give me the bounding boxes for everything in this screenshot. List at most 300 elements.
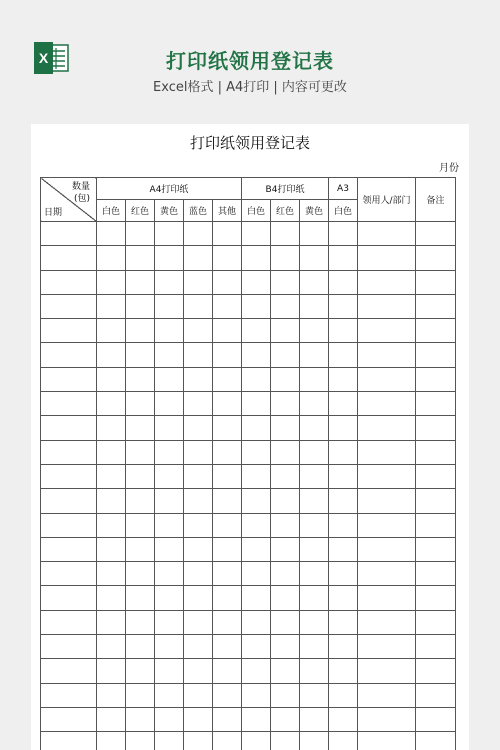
table-cell[interactable] <box>41 659 97 683</box>
table-cell[interactable] <box>416 562 456 586</box>
table-cell[interactable] <box>300 464 329 488</box>
table-cell[interactable] <box>242 464 271 488</box>
table-cell[interactable] <box>329 610 358 634</box>
table-cell[interactable] <box>271 707 300 731</box>
table-cell[interactable] <box>242 537 271 561</box>
table-cell[interactable] <box>300 683 329 707</box>
table-cell[interactable] <box>300 440 329 464</box>
document-title: 打印纸领用登记表 <box>189 134 310 152</box>
table-cell[interactable] <box>358 562 416 586</box>
table-cell[interactable] <box>97 732 126 750</box>
table-cell[interactable] <box>126 586 155 610</box>
subheader-a4-red: 红色 <box>126 200 155 222</box>
table-cell[interactable] <box>271 489 300 513</box>
table-cell[interactable] <box>41 270 97 294</box>
table-cell[interactable] <box>97 222 126 246</box>
table-cell[interactable] <box>184 537 213 561</box>
table-cell[interactable] <box>155 659 184 683</box>
subheader-b4-yellow: 黄色 <box>300 200 329 222</box>
table-cell[interactable] <box>242 513 271 537</box>
diagonal-header-cell <box>41 178 97 222</box>
table-cell[interactable] <box>416 464 456 488</box>
promo-header <box>0 0 500 120</box>
table-cell[interactable] <box>329 343 358 367</box>
table-cell[interactable] <box>155 392 184 416</box>
table-cell[interactable] <box>184 440 213 464</box>
table-cell[interactable] <box>416 537 456 561</box>
table-cell[interactable] <box>242 610 271 634</box>
table-cell[interactable] <box>126 440 155 464</box>
table-cell[interactable] <box>97 319 126 343</box>
table-cell[interactable] <box>416 416 456 440</box>
table-cell[interactable] <box>97 343 126 367</box>
table-cell[interactable] <box>97 464 126 488</box>
table-cell[interactable] <box>41 246 97 270</box>
subheader-b4-white: 白色 <box>242 200 271 222</box>
table-cell[interactable] <box>155 635 184 659</box>
table-cell[interactable] <box>271 270 300 294</box>
table-cell[interactable] <box>97 440 126 464</box>
table-cell[interactable] <box>329 416 358 440</box>
table-cell[interactable] <box>300 270 329 294</box>
table-cell[interactable] <box>184 489 213 513</box>
table-cell[interactable] <box>358 222 416 246</box>
table-cell[interactable] <box>329 635 358 659</box>
table-cell[interactable] <box>358 464 416 488</box>
table-cell[interactable] <box>97 635 126 659</box>
table-cell[interactable] <box>329 707 358 731</box>
table-cell[interactable] <box>184 367 213 391</box>
table-cell[interactable] <box>300 489 329 513</box>
table-cell[interactable] <box>300 343 329 367</box>
table-cell[interactable] <box>271 659 300 683</box>
table-cell[interactable] <box>97 294 126 318</box>
table-cell[interactable] <box>242 659 271 683</box>
table-cell[interactable] <box>184 222 213 246</box>
table-cell[interactable] <box>41 222 97 246</box>
table-cell[interactable] <box>126 343 155 367</box>
table-cell[interactable] <box>358 246 416 270</box>
table-cell[interactable] <box>97 392 126 416</box>
table-cell[interactable] <box>97 659 126 683</box>
register-table <box>40 177 456 750</box>
table-cell[interactable] <box>416 513 456 537</box>
table-row <box>41 222 456 246</box>
table-cell[interactable] <box>184 586 213 610</box>
table-cell[interactable] <box>126 416 155 440</box>
table-cell[interactable] <box>213 367 242 391</box>
table-cell[interactable] <box>97 610 126 634</box>
table-cell[interactable] <box>416 343 456 367</box>
table-cell[interactable] <box>358 707 416 731</box>
table-cell[interactable] <box>126 707 155 731</box>
table-cell[interactable] <box>271 537 300 561</box>
table-cell[interactable] <box>329 537 358 561</box>
table-cell[interactable] <box>358 489 416 513</box>
table-cell[interactable] <box>184 513 213 537</box>
table-cell[interactable] <box>358 440 416 464</box>
table-cell[interactable] <box>97 513 126 537</box>
table-cell[interactable] <box>416 319 456 343</box>
table-cell[interactable] <box>271 562 300 586</box>
header-remark: 备注 <box>416 178 456 222</box>
table-cell[interactable] <box>184 246 213 270</box>
table-cell[interactable] <box>155 586 184 610</box>
table-cell[interactable] <box>41 683 97 707</box>
table-cell[interactable] <box>184 610 213 634</box>
table-cell[interactable] <box>41 586 97 610</box>
table-cell[interactable] <box>329 464 358 488</box>
table-cell[interactable] <box>300 586 329 610</box>
table-cell[interactable] <box>97 270 126 294</box>
table-cell[interactable] <box>155 537 184 561</box>
table-cell[interactable] <box>416 683 456 707</box>
table-cell[interactable] <box>97 246 126 270</box>
table-cell[interactable] <box>242 294 271 318</box>
table-cell[interactable] <box>358 343 416 367</box>
table-cell[interactable] <box>242 270 271 294</box>
table-cell[interactable] <box>242 319 271 343</box>
table-cell[interactable] <box>213 246 242 270</box>
subheader-a4-yellow: 黄色 <box>155 200 184 222</box>
table-cell[interactable] <box>41 294 97 318</box>
table-cell[interactable] <box>126 222 155 246</box>
table-cell[interactable] <box>126 610 155 634</box>
table-cell[interactable] <box>300 562 329 586</box>
table-cell[interactable] <box>416 635 456 659</box>
table-cell[interactable] <box>97 683 126 707</box>
table-cell[interactable] <box>184 562 213 586</box>
table-cell[interactable] <box>329 732 358 750</box>
table-cell[interactable] <box>358 537 416 561</box>
table-cell[interactable] <box>126 464 155 488</box>
table-cell[interactable] <box>155 343 184 367</box>
table-cell[interactable] <box>242 246 271 270</box>
table-cell[interactable] <box>155 562 184 586</box>
table-cell[interactable] <box>155 416 184 440</box>
table-cell[interactable] <box>126 367 155 391</box>
table-cell[interactable] <box>242 562 271 586</box>
table-cell[interactable] <box>329 367 358 391</box>
table-cell[interactable] <box>41 392 97 416</box>
table-cell[interactable] <box>213 610 242 634</box>
table-cell[interactable] <box>242 683 271 707</box>
header-recipient: 领用人/部门 <box>358 178 416 222</box>
table-cell[interactable] <box>300 732 329 750</box>
table-cell[interactable] <box>242 732 271 750</box>
table-cell[interactable] <box>126 294 155 318</box>
table-row <box>41 537 456 561</box>
table-cell[interactable] <box>126 513 155 537</box>
table-cell[interactable] <box>416 489 456 513</box>
header-a4: A4打印纸 <box>97 178 242 200</box>
table-cell[interactable] <box>329 562 358 586</box>
table-cell[interactable] <box>41 707 97 731</box>
table-cell[interactable] <box>358 683 416 707</box>
table-cell[interactable] <box>416 586 456 610</box>
table-cell[interactable] <box>271 732 300 750</box>
table-cell[interactable] <box>126 683 155 707</box>
table-cell[interactable] <box>358 610 416 634</box>
table-cell[interactable] <box>416 367 456 391</box>
table-cell[interactable] <box>155 489 184 513</box>
table-cell[interactable] <box>155 683 184 707</box>
table-cell[interactable] <box>184 732 213 750</box>
table-cell[interactable] <box>300 513 329 537</box>
table-cell[interactable] <box>358 319 416 343</box>
table-cell[interactable] <box>358 270 416 294</box>
table-cell[interactable] <box>155 440 184 464</box>
table-cell[interactable] <box>41 732 97 750</box>
table-cell[interactable] <box>184 659 213 683</box>
table-cell[interactable] <box>155 732 184 750</box>
subheader-a4-blue: 蓝色 <box>184 200 213 222</box>
table-cell[interactable] <box>329 683 358 707</box>
table-cell[interactable] <box>271 392 300 416</box>
month-label: 月份 <box>439 163 459 174</box>
table-row <box>41 294 456 318</box>
promo-subtitle: Excel格式 | A4打印 | 内容可更改 <box>153 80 347 95</box>
table-cell[interactable] <box>213 707 242 731</box>
table-cell[interactable] <box>184 635 213 659</box>
table-cell[interactable] <box>213 586 242 610</box>
table-row <box>41 440 456 464</box>
table-cell[interactable] <box>300 707 329 731</box>
table-cell[interactable] <box>126 562 155 586</box>
table-cell[interactable] <box>271 586 300 610</box>
table-row <box>41 489 456 513</box>
table-cell[interactable] <box>242 222 271 246</box>
table-cell[interactable] <box>358 586 416 610</box>
table-cell[interactable] <box>97 707 126 731</box>
subheader-a3-white: 白色 <box>329 200 358 222</box>
table-cell[interactable] <box>416 707 456 731</box>
table-cell[interactable] <box>242 343 271 367</box>
table-cell[interactable] <box>416 246 456 270</box>
table-cell[interactable] <box>271 440 300 464</box>
table-cell[interactable] <box>155 222 184 246</box>
table-cell[interactable] <box>300 367 329 391</box>
table-cell[interactable] <box>41 440 97 464</box>
table-cell[interactable] <box>300 246 329 270</box>
table-cell[interactable] <box>41 367 97 391</box>
table-row <box>41 562 456 586</box>
table-cell[interactable] <box>416 270 456 294</box>
table-cell[interactable] <box>155 513 184 537</box>
table-cell[interactable] <box>300 659 329 683</box>
table-cell[interactable] <box>416 392 456 416</box>
table-cell[interactable] <box>213 537 242 561</box>
table-row <box>41 586 456 610</box>
table-cell[interactable] <box>41 343 97 367</box>
subheader-b4-red: 红色 <box>271 200 300 222</box>
table-row <box>41 513 456 537</box>
table-cell[interactable] <box>271 246 300 270</box>
table-cell[interactable] <box>184 707 213 731</box>
table-cell[interactable] <box>358 659 416 683</box>
table-cell[interactable] <box>416 659 456 683</box>
table-cell[interactable] <box>41 562 97 586</box>
table-cell[interactable] <box>213 416 242 440</box>
table-cell[interactable] <box>213 683 242 707</box>
table-cell[interactable] <box>126 537 155 561</box>
table-cell[interactable] <box>41 464 97 488</box>
table-cell[interactable] <box>271 343 300 367</box>
table-cell[interactable] <box>300 392 329 416</box>
table-cell[interactable] <box>213 319 242 343</box>
table-cell[interactable] <box>271 294 300 318</box>
table-cell[interactable] <box>126 270 155 294</box>
table-cell[interactable] <box>416 732 456 750</box>
table-cell[interactable] <box>126 392 155 416</box>
table-cell[interactable] <box>300 537 329 561</box>
table-cell[interactable] <box>155 246 184 270</box>
table-cell[interactable] <box>329 270 358 294</box>
table-cell[interactable] <box>271 635 300 659</box>
table-row <box>41 367 456 391</box>
table-cell[interactable] <box>155 270 184 294</box>
table-cell[interactable] <box>155 707 184 731</box>
table-cell[interactable] <box>213 659 242 683</box>
table-cell[interactable] <box>126 319 155 343</box>
table-cell[interactable] <box>329 222 358 246</box>
table-row <box>41 659 456 683</box>
table-cell[interactable] <box>271 319 300 343</box>
table-cell[interactable] <box>184 294 213 318</box>
header-row-groups <box>41 178 456 200</box>
table-cell[interactable] <box>97 489 126 513</box>
table-row <box>41 416 456 440</box>
table-cell[interactable] <box>41 489 97 513</box>
table-cell[interactable] <box>358 513 416 537</box>
table-cell[interactable] <box>416 222 456 246</box>
table-cell[interactable] <box>358 635 416 659</box>
table-cell[interactable] <box>155 367 184 391</box>
table-cell[interactable] <box>184 416 213 440</box>
table-cell[interactable] <box>358 392 416 416</box>
table-cell[interactable] <box>300 319 329 343</box>
table-cell[interactable] <box>213 513 242 537</box>
table-cell[interactable] <box>41 610 97 634</box>
table-cell[interactable] <box>329 586 358 610</box>
table-cell[interactable] <box>126 246 155 270</box>
table-cell[interactable] <box>155 294 184 318</box>
table-cell[interactable] <box>242 635 271 659</box>
table-cell[interactable] <box>271 222 300 246</box>
table-cell[interactable] <box>155 464 184 488</box>
document-sheet <box>31 124 469 750</box>
table-cell[interactable] <box>97 367 126 391</box>
table-cell[interactable] <box>329 489 358 513</box>
header-a3: A3 <box>329 178 358 200</box>
promo-title: 打印纸领用登记表 <box>166 49 334 73</box>
table-cell[interactable] <box>213 270 242 294</box>
table-cell[interactable] <box>155 610 184 634</box>
table-cell[interactable] <box>184 270 213 294</box>
table-cell[interactable] <box>242 392 271 416</box>
table-cell[interactable] <box>329 246 358 270</box>
table-row <box>41 610 456 634</box>
table-cell[interactable] <box>329 392 358 416</box>
table-cell[interactable] <box>126 635 155 659</box>
table-cell[interactable] <box>213 635 242 659</box>
table-cell[interactable] <box>329 319 358 343</box>
table-cell[interactable] <box>184 683 213 707</box>
table-cell[interactable] <box>97 562 126 586</box>
table-cell[interactable] <box>184 343 213 367</box>
table-cell[interactable] <box>271 416 300 440</box>
table-cell[interactable] <box>126 732 155 750</box>
table-cell[interactable] <box>41 416 97 440</box>
table-cell[interactable] <box>213 464 242 488</box>
table-cell[interactable] <box>416 294 456 318</box>
table-cell[interactable] <box>155 319 184 343</box>
table-cell[interactable] <box>358 416 416 440</box>
table-cell[interactable] <box>300 635 329 659</box>
table-cell[interactable] <box>329 659 358 683</box>
table-cell[interactable] <box>242 440 271 464</box>
table-cell[interactable] <box>41 513 97 537</box>
table-cell[interactable] <box>271 683 300 707</box>
table-cell[interactable] <box>184 319 213 343</box>
table-cell[interactable] <box>213 343 242 367</box>
table-cell[interactable] <box>271 513 300 537</box>
table-cell[interactable] <box>126 489 155 513</box>
table-cell[interactable] <box>329 294 358 318</box>
table-row <box>41 732 456 750</box>
table-cell[interactable] <box>213 562 242 586</box>
table-cell[interactable] <box>213 294 242 318</box>
table-cell[interactable] <box>300 610 329 634</box>
table-cell[interactable] <box>358 294 416 318</box>
table-cell[interactable] <box>41 319 97 343</box>
table-cell[interactable] <box>416 610 456 634</box>
header-b4: B4打印纸 <box>242 178 329 200</box>
table-cell[interactable] <box>271 464 300 488</box>
table-cell[interactable] <box>213 489 242 513</box>
table-cell[interactable] <box>242 586 271 610</box>
table-cell[interactable] <box>184 392 213 416</box>
table-cell[interactable] <box>97 416 126 440</box>
table-cell[interactable] <box>41 635 97 659</box>
svg-text:X: X <box>38 50 49 66</box>
table-cell[interactable] <box>300 294 329 318</box>
table-cell[interactable] <box>213 732 242 750</box>
table-cell[interactable] <box>358 732 416 750</box>
table-cell[interactable] <box>329 513 358 537</box>
table-cell[interactable] <box>416 440 456 464</box>
table-cell[interactable] <box>184 464 213 488</box>
table-cell[interactable] <box>358 367 416 391</box>
table-cell[interactable] <box>271 367 300 391</box>
table-cell[interactable] <box>329 440 358 464</box>
table-cell[interactable] <box>213 222 242 246</box>
table-cell[interactable] <box>126 659 155 683</box>
table-cell[interactable] <box>213 392 242 416</box>
table-cell[interactable] <box>300 416 329 440</box>
table-cell[interactable] <box>242 489 271 513</box>
table-cell[interactable] <box>242 707 271 731</box>
table-cell[interactable] <box>41 537 97 561</box>
register-table-wrap <box>40 177 456 750</box>
table-cell[interactable] <box>213 440 242 464</box>
table-cell[interactable] <box>271 610 300 634</box>
table-cell[interactable] <box>242 367 271 391</box>
table-cell[interactable] <box>300 222 329 246</box>
table-cell[interactable] <box>242 416 271 440</box>
table-cell[interactable] <box>97 586 126 610</box>
table-cell[interactable] <box>97 537 126 561</box>
